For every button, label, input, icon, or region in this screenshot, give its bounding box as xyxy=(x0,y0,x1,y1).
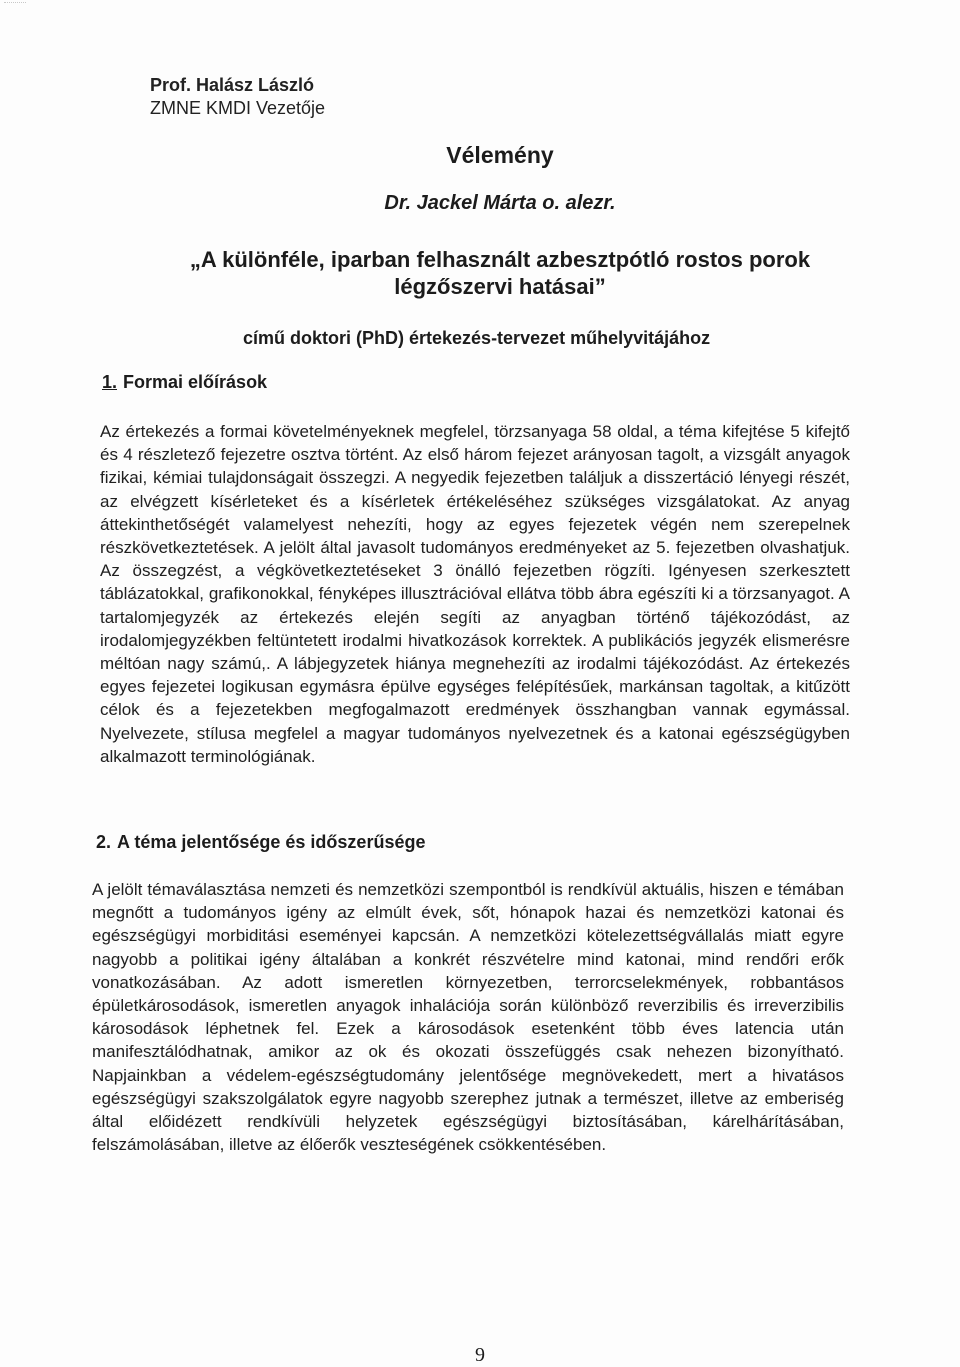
document-title: Vélemény xyxy=(446,142,554,168)
section-2-paragraph: A jelölt témaválasztása nemzeti és nemzetközi szempontból is rendkívül aktuális, hiszen e témában megnőtt a tudományos igény az elmúlt évek, sőt, hónapok hazai és nemzetközi katonai és egészségügyi morbiditási eseményei kapcsán. A nemzetközi kötelezettségvállalás miatt egyre nagyobb a politikai igény általában a konkrét részvételre mind katonai, mind rendőri erők vonatkozásában. Az adott ismeretlen környezetben, terrorcselekmények, robbantásos épületkárosodások, ismeretlen anyagok inhalációja során különböző reverzibilis és irreverzibilis károsodások léphetnek fel. Ezek a károsodások esetenként több éves latencia után manifesztálódhatnak, amikor az ok és okozati összefüggés csak nehezen bizonyítható. Napjainkban a védelem-egészségtudomány jelentősége megnövekedett, mert a hivatásos egészségügyi szakszolgálatok egyre nagyobb szerephez jutnak a természet, illetve az emberiség által előidézett rendkívüli helyzetek egészségügyi biztosításában, kárelhárításában, felszámolásában, illetve az élőerők veszteségének csökkentésében. xyxy=(92,880,844,1155)
section-1-heading xyxy=(102,372,267,393)
subject-title xyxy=(150,246,850,300)
section-1-title: Formai előírások xyxy=(123,372,268,392)
subject-description: című doktori (PhD) értekezés-tervezet műhelyvitájához xyxy=(243,328,711,348)
author-block xyxy=(150,74,325,120)
subject-title-line-2: légzőszervi hatásai” xyxy=(394,274,606,299)
subject-author: Dr. Jackel Márta o. alezr. xyxy=(384,192,616,214)
section-1-paragraph: Az értekezés a formai követelményeknek megfelel, törzsanyaga 58 oldal, a téma kifejtése 5 kifejtő és 4 részletező fejezetre osztva történt. Az első három fejezet arányosan tagolt, a vizsgált anyagok fizikai, kémiai tulajdonságait összegzi. A negyedik fejezetben találjuk a disszertáció lényegi részét, az elvégzett kísérleteket és a kísérletek értékeléséhez szükséges vizsgálatokat. Az anyag áttekinthetőségét valamelyest nehezíti, hogy az egyes fejezetek végén nem szerepelnek részkövetkeztetések. A jelölt által javasolt tudományos eredményeket az 5. fejezetben olvashatjuk. Az összegzést, a végkövetkeztetéseket 3 önálló fejezetben rögzíti. Igényesen szerkesztett táblázatokkal, grafikonokkal, fényképes illusztrációval ellátva több ábra egészíti ki a törzsanyagot. A tartalomjegyzék az értekezés elején segíti az anyagban történő tájékozódást, az irodalomjegyzékben feltüntetett irodalmi hivatkozások korrektek. A publikációs jegyzék elismerésre méltóan nagy számú,. A lábjegyzetek hiánya megnehezíti az irodalmi tájékozódást. Az értekezés egyes fejezetei logikusan egymásra épülve egységes felépítésűek, markánsan tagoltak, a kitűzött célok és a fejezetekben megfogalmazott eredmények összhangban vannak egymással. Nyelvezete, stílusa megfelel a magyar tudományos nyelvezetnek és a katonai egészségügyben alkalmazott terminológiának. xyxy=(100,422,850,766)
page-number: 9 xyxy=(475,1344,485,1366)
section-2-number: 2. xyxy=(96,832,112,852)
scan-artifact xyxy=(4,2,26,13)
section-1-number: 1. xyxy=(102,372,118,392)
section-2-heading xyxy=(96,832,425,853)
author-role: ZMNE KMDI Vezetője xyxy=(150,98,326,118)
subject-title-line-1: „A különféle, iparban felhasznált azbesztpótló rostos porok xyxy=(189,247,811,272)
author-name: Prof. Halász László xyxy=(150,75,315,95)
section-2-title: A téma jelentősége és időszerűsége xyxy=(117,832,426,852)
